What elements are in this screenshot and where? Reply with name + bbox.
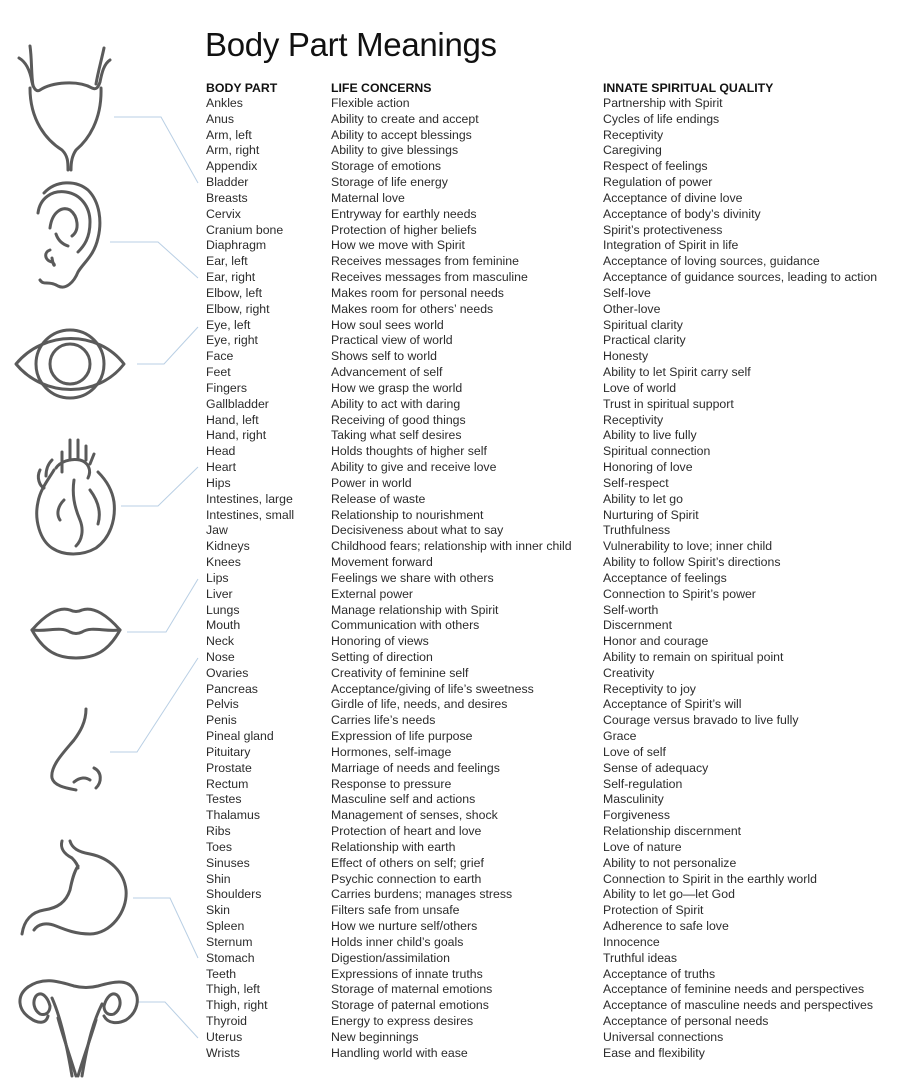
life-concern-cell: Girdle of life, needs, and desires bbox=[331, 697, 508, 712]
life-concern-cell: Filters safe from unsafe bbox=[331, 903, 460, 918]
spiritual-quality-cell: Partnership with Spirit bbox=[603, 96, 723, 110]
spiritual-quality-cell: Receptivity bbox=[603, 412, 664, 427]
body-part-cell: Sternum bbox=[206, 934, 253, 949]
spiritual-quality-cell: Love of self bbox=[603, 744, 666, 759]
table-row bbox=[206, 998, 896, 1014]
spiritual-quality-cell: Caregiving bbox=[603, 143, 662, 158]
body-part-cell: Elbow, right bbox=[206, 301, 270, 316]
life-concern-cell: Ability to create and accept bbox=[331, 111, 479, 126]
lips-leader-line bbox=[127, 579, 198, 632]
spiritual-quality-cell: Self-love bbox=[603, 285, 651, 300]
body-part-cell: Face bbox=[206, 349, 234, 364]
spiritual-quality-cell: Adherence to safe love bbox=[603, 919, 729, 934]
table-row bbox=[206, 286, 896, 302]
table-row bbox=[206, 333, 896, 349]
body-part-cell: Arm, right bbox=[206, 143, 260, 158]
spiritual-quality-cell: Self-respect bbox=[603, 475, 669, 490]
life-concern-cell: Marriage of needs and feelings bbox=[331, 760, 500, 775]
table-row bbox=[206, 523, 896, 539]
body-part-cell: Spleen bbox=[206, 919, 245, 934]
body-part-cell: Wrists bbox=[206, 1045, 240, 1060]
body-part-cell: Arm, left bbox=[206, 127, 252, 142]
table-row bbox=[206, 128, 896, 144]
table-row bbox=[206, 618, 896, 634]
life-concern-cell: Relationship with earth bbox=[331, 839, 456, 854]
body-part-cell: Testes bbox=[206, 792, 242, 807]
body-part-cell: Lips bbox=[206, 570, 229, 585]
life-concern-cell: Acceptance/giving of life’s sweetness bbox=[331, 681, 534, 696]
table-row bbox=[206, 1030, 896, 1046]
spiritual-quality-cell: Acceptance of feminine needs and perspectives bbox=[603, 982, 865, 997]
spiritual-quality-cell: Ability to live fully bbox=[603, 428, 697, 443]
body-part-cell: Stomach bbox=[206, 950, 255, 965]
spiritual-quality-cell: Honesty bbox=[603, 349, 649, 364]
life-concern-cell: Manage relationship with Spirit bbox=[331, 602, 499, 617]
life-concern-cell: Ability to act with daring bbox=[331, 396, 461, 411]
spiritual-quality-cell: Acceptance of masculine needs and perspectives bbox=[603, 998, 874, 1013]
spiritual-quality-cell: Love of nature bbox=[603, 839, 682, 854]
body-part-cell: Hand, right bbox=[206, 428, 267, 443]
table-row bbox=[206, 824, 896, 840]
life-concern-cell: Energy to express desires bbox=[331, 1014, 474, 1029]
body-part-cell: Thalamus bbox=[206, 808, 260, 823]
body-part-cell: Intestines, large bbox=[206, 491, 293, 506]
table-row bbox=[206, 349, 896, 365]
stomach-leader-line bbox=[133, 898, 198, 958]
spiritual-quality-cell: Relationship discernment bbox=[603, 824, 742, 839]
table-row bbox=[206, 682, 896, 698]
body-part-cell: Uterus bbox=[206, 1029, 243, 1044]
life-concern-cell: Childhood fears; relationship with inner child bbox=[331, 539, 572, 554]
life-concern-cell: Release of waste bbox=[331, 491, 426, 506]
life-concern-cell: Storage of life energy bbox=[331, 175, 448, 190]
spiritual-quality-cell: Connection to Spirit in the earthly world bbox=[603, 871, 817, 886]
spiritual-quality-cell: Nurturing of Spirit bbox=[603, 507, 699, 522]
body-part-cell: Skin bbox=[206, 903, 230, 918]
table-row bbox=[206, 175, 896, 191]
table-row bbox=[206, 539, 896, 555]
body-part-cell: Head bbox=[206, 444, 236, 459]
body-part-cell: Nose bbox=[206, 649, 235, 664]
table-row bbox=[206, 1014, 896, 1030]
spiritual-quality-cell: Vulnerability to love; inner child bbox=[603, 539, 773, 554]
table-row bbox=[206, 587, 896, 603]
body-part-cell: Pineal gland bbox=[206, 729, 274, 744]
nose-icon bbox=[52, 709, 100, 790]
table-row bbox=[206, 603, 896, 619]
table-row bbox=[206, 967, 896, 983]
body-part-cell: Neck bbox=[206, 634, 235, 649]
spiritual-quality-cell: Ability to let Spirit carry self bbox=[603, 365, 751, 380]
uterus-icon bbox=[20, 981, 137, 1076]
life-concern-cell: Communication with others bbox=[331, 618, 480, 633]
life-concern-cell: Effect of others on self; grief bbox=[331, 855, 484, 870]
table-row bbox=[206, 191, 896, 207]
life-concern-cell: Storage of maternal emotions bbox=[331, 982, 493, 997]
spiritual-quality-cell: Ability to let go bbox=[603, 491, 683, 506]
life-concern-cell: Receives messages from masculine bbox=[331, 270, 528, 285]
life-concern-cell: Storage of emotions bbox=[331, 159, 442, 174]
life-concern-cell: Decisiveness about what to say bbox=[331, 523, 504, 538]
spiritual-quality-cell: Ability to follow Spirit’s directions bbox=[603, 555, 781, 570]
spiritual-quality-cell: Truthfulness bbox=[603, 523, 671, 538]
body-part-cell: Eye, right bbox=[206, 333, 258, 348]
life-concern-cell: Taking what self desires bbox=[331, 428, 462, 443]
life-concern-cell: How we nurture self/others bbox=[331, 919, 478, 934]
body-part-cell: Thyroid bbox=[206, 1014, 248, 1029]
body-part-cell: Sinuses bbox=[206, 855, 250, 870]
table-row bbox=[206, 872, 896, 888]
life-concern-cell: Digestion/assimilation bbox=[331, 950, 450, 965]
spiritual-quality-cell: Acceptance of personal needs bbox=[603, 1014, 769, 1029]
table-row bbox=[206, 365, 896, 381]
spiritual-quality-cell: Self-worth bbox=[603, 602, 659, 617]
table-row bbox=[206, 666, 896, 682]
life-concern-cell: How we grasp the world bbox=[331, 380, 463, 395]
life-concern-cell: Management of senses, shock bbox=[331, 808, 498, 823]
spiritual-quality-cell: Innocence bbox=[603, 934, 660, 949]
table-row bbox=[206, 413, 896, 429]
spiritual-quality-cell: Trust in spiritual support bbox=[603, 396, 734, 411]
life-concern-cell: Shows self to world bbox=[331, 349, 437, 364]
table-row bbox=[206, 207, 896, 223]
body-part-cell: Shoulders bbox=[206, 887, 262, 902]
table-body bbox=[206, 96, 896, 1062]
leader-lines bbox=[110, 117, 198, 1038]
life-concern-cell: Holds thoughts of higher self bbox=[331, 444, 487, 459]
eye-icon bbox=[16, 330, 124, 398]
nose-leader-line bbox=[110, 658, 198, 752]
life-concern-cell: Carries burdens; manages stress bbox=[331, 887, 513, 902]
table-row bbox=[206, 903, 896, 919]
table-row bbox=[206, 840, 896, 856]
table-row bbox=[206, 761, 896, 777]
body-part-cell: Eye, left bbox=[206, 317, 251, 332]
body-part-cell: Intestines, small bbox=[206, 507, 295, 522]
table-row bbox=[206, 1046, 896, 1062]
spiritual-quality-cell: Discernment bbox=[603, 618, 673, 633]
life-concern-cell: Handling world with ease bbox=[331, 1045, 468, 1060]
life-concern-cell: Storage of paternal emotions bbox=[331, 998, 489, 1013]
life-concern-cell: Makes room for personal needs bbox=[331, 285, 504, 300]
table-row bbox=[206, 318, 896, 334]
life-concern-cell: Ability to give blessings bbox=[331, 143, 459, 158]
table-row bbox=[206, 143, 896, 159]
table-row bbox=[206, 223, 896, 239]
ear-leader-line bbox=[110, 242, 198, 278]
spiritual-quality-cell: Spirit’s protectiveness bbox=[603, 222, 723, 237]
spiritual-quality-cell: Integration of Spirit in life bbox=[603, 238, 739, 253]
body-part-cell: Ankles bbox=[206, 96, 243, 110]
body-part-cell: Hand, left bbox=[206, 412, 259, 427]
table-row bbox=[206, 935, 896, 951]
body-part-cell: Heart bbox=[206, 460, 237, 475]
life-concern-cell: Makes room for others’ needs bbox=[331, 301, 494, 316]
table-row bbox=[206, 650, 896, 666]
body-part-cell: Thigh, left bbox=[206, 982, 260, 997]
body-part-cell: Ovaries bbox=[206, 665, 249, 680]
body-part-cell: Pituitary bbox=[206, 744, 251, 759]
table-row bbox=[206, 444, 896, 460]
life-concern-cell: Creativity of feminine self bbox=[331, 665, 469, 680]
table-row bbox=[206, 856, 896, 872]
spiritual-quality-cell: Forgiveness bbox=[603, 808, 670, 823]
table-row bbox=[206, 745, 896, 761]
table-row bbox=[206, 159, 896, 175]
spiritual-quality-cell: Courage versus bravado to live fully bbox=[603, 713, 799, 728]
table-row bbox=[206, 508, 896, 524]
life-concern-cell: Practical view of world bbox=[331, 333, 453, 348]
spiritual-quality-cell: Ability to let go—let God bbox=[603, 887, 735, 902]
table-row bbox=[206, 919, 896, 935]
table-row bbox=[206, 460, 896, 476]
illustration-column bbox=[0, 0, 210, 1089]
spiritual-quality-cell: Sense of adequacy bbox=[603, 760, 709, 775]
spiritual-quality-cell: Honoring of love bbox=[603, 460, 693, 475]
spiritual-quality-cell: Universal connections bbox=[603, 1029, 724, 1044]
table-row bbox=[206, 713, 896, 729]
table-row bbox=[206, 476, 896, 492]
stomach-icon bbox=[22, 841, 126, 934]
life-concern-cell: New beginnings bbox=[331, 1029, 419, 1044]
life-concern-cell: Flexible action bbox=[331, 96, 410, 110]
body-part-cell: Feet bbox=[206, 365, 231, 380]
table-row bbox=[206, 808, 896, 824]
spiritual-quality-cell: Love of world bbox=[603, 380, 677, 395]
column-header-life-concerns: LIFE CONCERNS bbox=[331, 81, 432, 95]
spiritual-quality-cell: Protection of Spirit bbox=[603, 903, 704, 918]
spiritual-quality-cell: Grace bbox=[603, 729, 637, 744]
table-row bbox=[206, 428, 896, 444]
spiritual-quality-cell: Receptivity to joy bbox=[603, 681, 696, 696]
spiritual-quality-cell: Acceptance of Spirit’s will bbox=[603, 697, 742, 712]
life-concern-cell: External power bbox=[331, 586, 414, 601]
spiritual-quality-cell: Spiritual connection bbox=[603, 444, 711, 459]
body-part-cell: Pancreas bbox=[206, 681, 258, 696]
spiritual-quality-cell: Connection to Spirit’s power bbox=[603, 586, 756, 601]
body-part-cell: Ribs bbox=[206, 824, 231, 839]
life-concern-cell: Protection of higher beliefs bbox=[331, 222, 477, 237]
life-concern-cell: Ability to give and receive love bbox=[331, 460, 497, 475]
lips-icon bbox=[32, 609, 120, 658]
life-concern-cell: Expression of life purpose bbox=[331, 729, 473, 744]
life-concern-cell: Response to pressure bbox=[331, 776, 452, 791]
life-concern-cell: Psychic connection to earth bbox=[331, 871, 482, 886]
body-part-cell: Prostate bbox=[206, 760, 252, 775]
spiritual-quality-cell: Acceptance of feelings bbox=[603, 570, 727, 585]
spiritual-quality-cell: Cycles of life endings bbox=[603, 111, 720, 126]
table-row bbox=[206, 112, 896, 128]
bladder-leader-line bbox=[114, 117, 198, 183]
column-header-spiritual-quality: INNATE SPIRITUAL QUALITY bbox=[603, 81, 774, 95]
body-part-cell: Penis bbox=[206, 713, 237, 728]
ear-icon bbox=[38, 183, 100, 287]
life-concern-cell: Setting of direction bbox=[331, 649, 433, 664]
column-header-body-part: BODY PART bbox=[206, 81, 278, 95]
life-concern-cell: Feelings we share with others bbox=[331, 570, 494, 585]
body-part-cell: Fingers bbox=[206, 380, 248, 395]
table-row bbox=[206, 792, 896, 808]
spiritual-quality-cell: Acceptance of guidance sources, leading to action bbox=[603, 270, 878, 285]
table-row bbox=[206, 887, 896, 903]
life-concern-cell: Receives messages from feminine bbox=[331, 254, 519, 269]
table-row bbox=[206, 697, 896, 713]
life-concern-cell: Maternal love bbox=[331, 190, 405, 205]
life-concern-cell: Hormones, self-image bbox=[331, 744, 452, 759]
body-part-cell: Liver bbox=[206, 586, 233, 601]
life-concern-cell: Expressions of innate truths bbox=[331, 966, 483, 981]
table-row bbox=[206, 238, 896, 254]
spiritual-quality-cell: Acceptance of loving sources, guidance bbox=[603, 254, 820, 269]
table-row bbox=[206, 302, 896, 318]
body-part-cell: Appendix bbox=[206, 159, 258, 174]
spiritual-quality-cell: Acceptance of divine love bbox=[603, 190, 743, 205]
body-part-cell: Ear, right bbox=[206, 270, 256, 285]
table-row bbox=[206, 777, 896, 793]
life-concern-cell: Protection of heart and love bbox=[331, 824, 482, 839]
table-row bbox=[206, 951, 896, 967]
life-concern-cell: Power in world bbox=[331, 475, 412, 490]
body-part-cell: Toes bbox=[206, 839, 232, 854]
spiritual-quality-cell: Ability to remain on spiritual point bbox=[603, 649, 784, 664]
body-part-cell: Anus bbox=[206, 111, 235, 126]
bladder-icon bbox=[19, 46, 110, 170]
life-concern-cell: Entryway for earthly needs bbox=[331, 206, 477, 221]
heart-leader-line bbox=[121, 467, 198, 506]
spiritual-quality-cell: Respect of feelings bbox=[603, 159, 708, 174]
spiritual-quality-cell: Truthful ideas bbox=[603, 950, 678, 965]
table-row bbox=[206, 96, 896, 112]
body-part-cell: Teeth bbox=[206, 966, 237, 981]
spiritual-quality-cell: Ability to not personalize bbox=[603, 855, 737, 870]
spiritual-quality-cell: Creativity bbox=[603, 665, 655, 680]
spiritual-quality-cell: Acceptance of truths bbox=[603, 966, 716, 981]
table-row bbox=[206, 982, 896, 998]
body-part-cell: Lungs bbox=[206, 602, 240, 617]
body-part-cell: Cervix bbox=[206, 206, 241, 221]
life-concern-cell: How soul sees world bbox=[331, 317, 444, 332]
life-concern-cell: Ability to accept blessings bbox=[331, 127, 472, 142]
table-row bbox=[206, 729, 896, 745]
body-part-cell: Knees bbox=[206, 555, 241, 570]
table-row bbox=[206, 571, 896, 587]
body-part-table bbox=[206, 80, 896, 1062]
table-row bbox=[206, 492, 896, 508]
uterus-leader-line bbox=[137, 1002, 198, 1038]
life-concern-cell: Holds inner child’s goals bbox=[331, 934, 464, 949]
life-concern-cell: Relationship to nourishment bbox=[331, 507, 484, 522]
body-part-cell: Pelvis bbox=[206, 697, 239, 712]
life-concern-cell: Movement forward bbox=[331, 555, 433, 570]
eye-leader-line bbox=[137, 327, 198, 364]
spiritual-quality-cell: Other-love bbox=[603, 301, 661, 316]
heart-icon bbox=[37, 440, 115, 554]
life-concern-cell: Carries life’s needs bbox=[331, 713, 436, 728]
body-part-cell: Bladder bbox=[206, 175, 249, 190]
body-part-cell: Ear, left bbox=[206, 254, 248, 269]
body-part-cell: Kidneys bbox=[206, 539, 250, 554]
spiritual-quality-cell: Acceptance of body’s divinity bbox=[603, 206, 761, 221]
body-part-cell: Mouth bbox=[206, 618, 241, 633]
spiritual-quality-cell: Ease and flexibility bbox=[603, 1045, 705, 1060]
table-row bbox=[206, 634, 896, 650]
spiritual-quality-cell: Receptivity bbox=[603, 127, 664, 142]
spiritual-quality-cell: Spiritual clarity bbox=[603, 317, 683, 332]
body-part-cell: Hips bbox=[206, 475, 231, 490]
life-concern-cell: Advancement of self bbox=[331, 365, 443, 380]
page-title: Body Part Meanings bbox=[205, 26, 497, 63]
spiritual-quality-cell: Masculinity bbox=[603, 792, 664, 807]
life-concern-cell: Honoring of views bbox=[331, 634, 429, 649]
table-row bbox=[206, 555, 896, 571]
spiritual-quality-cell: Self-regulation bbox=[603, 776, 683, 791]
life-concern-cell: Receiving of good things bbox=[331, 412, 466, 427]
body-part-cell: Breasts bbox=[206, 190, 248, 205]
spiritual-quality-cell: Honor and courage bbox=[603, 634, 709, 649]
table-row bbox=[206, 254, 896, 270]
body-part-cell: Gallbladder bbox=[206, 396, 269, 411]
table-row bbox=[206, 397, 896, 413]
life-concern-cell: Masculine self and actions bbox=[331, 792, 476, 807]
body-part-cell: Elbow, left bbox=[206, 285, 263, 300]
body-part-cell: Jaw bbox=[206, 523, 228, 538]
spiritual-quality-cell: Regulation of power bbox=[603, 175, 713, 190]
table-row bbox=[206, 270, 896, 286]
table-header bbox=[206, 80, 896, 96]
body-part-cell: Rectum bbox=[206, 776, 249, 791]
spiritual-quality-cell: Practical clarity bbox=[603, 333, 686, 348]
table-row bbox=[206, 381, 896, 397]
body-part-cell: Thigh, right bbox=[206, 998, 268, 1013]
life-concern-cell: How we move with Spirit bbox=[331, 238, 465, 253]
body-part-cell: Cranium bone bbox=[206, 222, 284, 237]
body-part-cell: Shin bbox=[206, 871, 231, 886]
body-part-cell: Diaphragm bbox=[206, 238, 267, 253]
